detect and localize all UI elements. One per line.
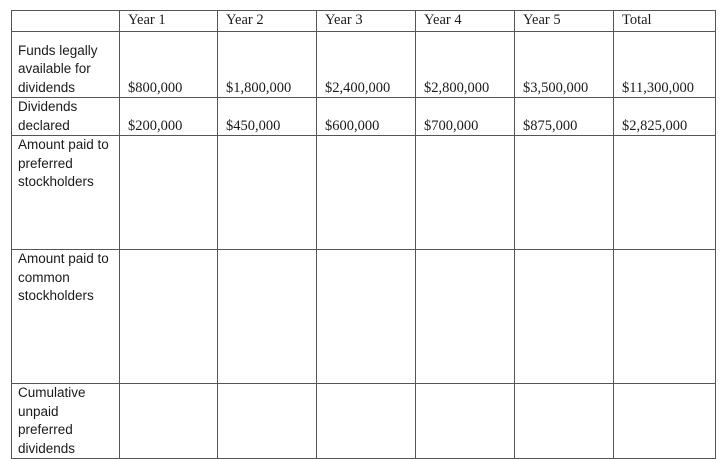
table-row [12,98,716,136]
table-cell [416,250,515,384]
col-header-year-1: Year 1 [120,11,218,32]
table-cell: $2,800,000 [416,32,515,98]
table-cell: $875,000 [515,98,614,136]
row-label-paid-common: Amount paid to common stockholders [12,250,120,384]
table-cell: $200,000 [120,98,218,136]
table-cell: $800,000 [120,32,218,98]
table-cell: $3,500,000 [515,32,614,98]
table-cell: $11,300,000 [614,32,716,98]
col-header-year-2: Year 2 [218,11,317,32]
table-cell [120,136,218,250]
col-header-total: Total [614,11,716,32]
table-cell [614,250,716,384]
row-label-funds-available: Funds legally available for dividends [12,32,120,98]
row-label-cumulative-unpaid: Cumulative unpaid preferred dividends [12,384,120,459]
table-cell [416,136,515,250]
table-row [12,384,716,459]
table-cell: $700,000 [416,98,515,136]
col-header-year-4: Year 4 [416,11,515,32]
table-cell [120,384,218,459]
table-cell [515,250,614,384]
table-cell [614,384,716,459]
table-cell [218,384,317,459]
table-cell [218,136,317,250]
table-cell: $1,800,000 [218,32,317,98]
table-row [12,250,716,384]
table-cell: $2,400,000 [317,32,416,98]
table-cell [515,384,614,459]
row-label-dividends-declared: Dividends declared [12,98,120,136]
table-cell: $2,825,000 [614,98,716,136]
table-cell [614,136,716,250]
table-cell [515,136,614,250]
corner-cell [12,11,120,32]
table-cell [317,136,416,250]
table-cell: $600,000 [317,98,416,136]
col-header-year-3: Year 3 [317,11,416,32]
table-cell: $450,000 [218,98,317,136]
table-row [12,32,716,98]
table-cell [317,250,416,384]
table-cell [218,250,317,384]
table-cell [317,384,416,459]
col-header-year-5: Year 5 [515,11,614,32]
dividend-table [11,10,716,459]
row-label-paid-preferred: Amount paid to preferred stockholders [12,136,120,250]
header-row [12,11,716,32]
table-cell [416,384,515,459]
table-row [12,136,716,250]
table-cell [120,250,218,384]
